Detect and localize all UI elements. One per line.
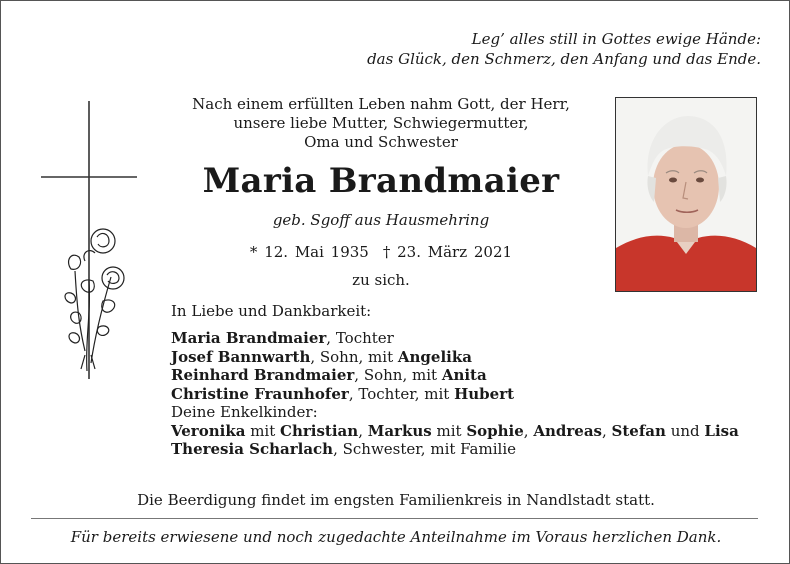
mourner-relation: , Sohn, mit xyxy=(310,347,398,366)
connector-text: und xyxy=(665,421,705,440)
quote-line-1: Leg’ alles still in Gottes ewige Hände: xyxy=(471,30,761,48)
mourners-list xyxy=(171,329,771,459)
mourner-name: Maria Brandmaier xyxy=(171,329,327,347)
mourner-name: Reinhard Brandmaier xyxy=(171,366,355,384)
grandchild-name: Lisa xyxy=(704,421,739,440)
connector-text: , xyxy=(602,421,612,440)
mourner-relation: , Tochter xyxy=(326,329,394,347)
birth-date: * 12. Mai 1935 xyxy=(249,243,369,261)
deceased-name: Maria Brandmaier xyxy=(202,161,560,201)
mourner-name: Josef Bannwarth xyxy=(171,347,311,366)
mourner-name: Theresia Scharlach xyxy=(171,440,334,458)
grandchild-partner: Sophie xyxy=(466,421,524,440)
mourner-relation: , Schwester, mit Familie xyxy=(333,440,516,458)
mourner-line xyxy=(171,366,771,385)
portrait-image xyxy=(616,98,756,291)
connector-text: , xyxy=(358,421,368,440)
connector-text: mit xyxy=(431,421,467,440)
closing-phrase: zu sich. xyxy=(352,271,410,289)
mourner-line xyxy=(171,440,771,459)
closing-thanks: Für bereits erwiesene und noch zugedachte Anteilnahme im Voraus herzlichen Dank. xyxy=(70,528,722,546)
death-date: † 23. März 2021 xyxy=(382,243,513,261)
funeral-info: Die Beerdigung findet im engsten Familienkreis in Nandlstadt statt. xyxy=(137,491,655,509)
grandchild-name: Stefan xyxy=(611,421,666,440)
mourner-partner: Angelika xyxy=(397,347,472,366)
intro-line-3: Oma und Schwester xyxy=(304,133,458,151)
portrait-photo xyxy=(615,97,757,292)
mourner-name: Christine Fraunhofer xyxy=(171,384,349,403)
mourner-relation: , Tochter, mit xyxy=(348,384,455,403)
intro-line-2: unsere liebe Mutter, Schwiegermutter, xyxy=(233,114,529,132)
mourner-relation: , Sohn, mit xyxy=(354,366,442,384)
grandchildren-heading: Deine Enkelkinder: xyxy=(171,403,318,421)
connector-text: , xyxy=(523,421,534,440)
mourner-partner: Hubert xyxy=(454,384,515,403)
mourner-line xyxy=(171,329,771,348)
grandchild-name: Veronika xyxy=(171,421,246,440)
grandchild-name: Andreas xyxy=(533,421,602,440)
mourner-line xyxy=(171,385,771,404)
intro-line-1: Nach einem erfüllten Leben nahm Gott, der Herr, xyxy=(192,95,570,113)
divider xyxy=(31,518,758,519)
grandchildren-line xyxy=(171,422,771,441)
cross-with-roses-icon xyxy=(41,101,137,381)
grandchild-partner: Christian xyxy=(280,421,359,440)
mourner-line xyxy=(171,348,771,367)
connector-text: mit xyxy=(245,421,281,440)
gratitude-heading: In Liebe und Dankbarkeit: xyxy=(171,302,372,320)
bible-quote xyxy=(241,29,761,69)
quote-line-2: das Glück, den Schmerz, den Anfang und das Ende. xyxy=(367,50,761,68)
intro-text xyxy=(171,95,591,152)
birth-name: geb. Sgoff aus Hausmehring xyxy=(272,211,490,229)
grandchild-name: Markus xyxy=(367,421,432,440)
life-dates xyxy=(171,242,591,262)
mourner-partner: Anita xyxy=(441,366,487,384)
